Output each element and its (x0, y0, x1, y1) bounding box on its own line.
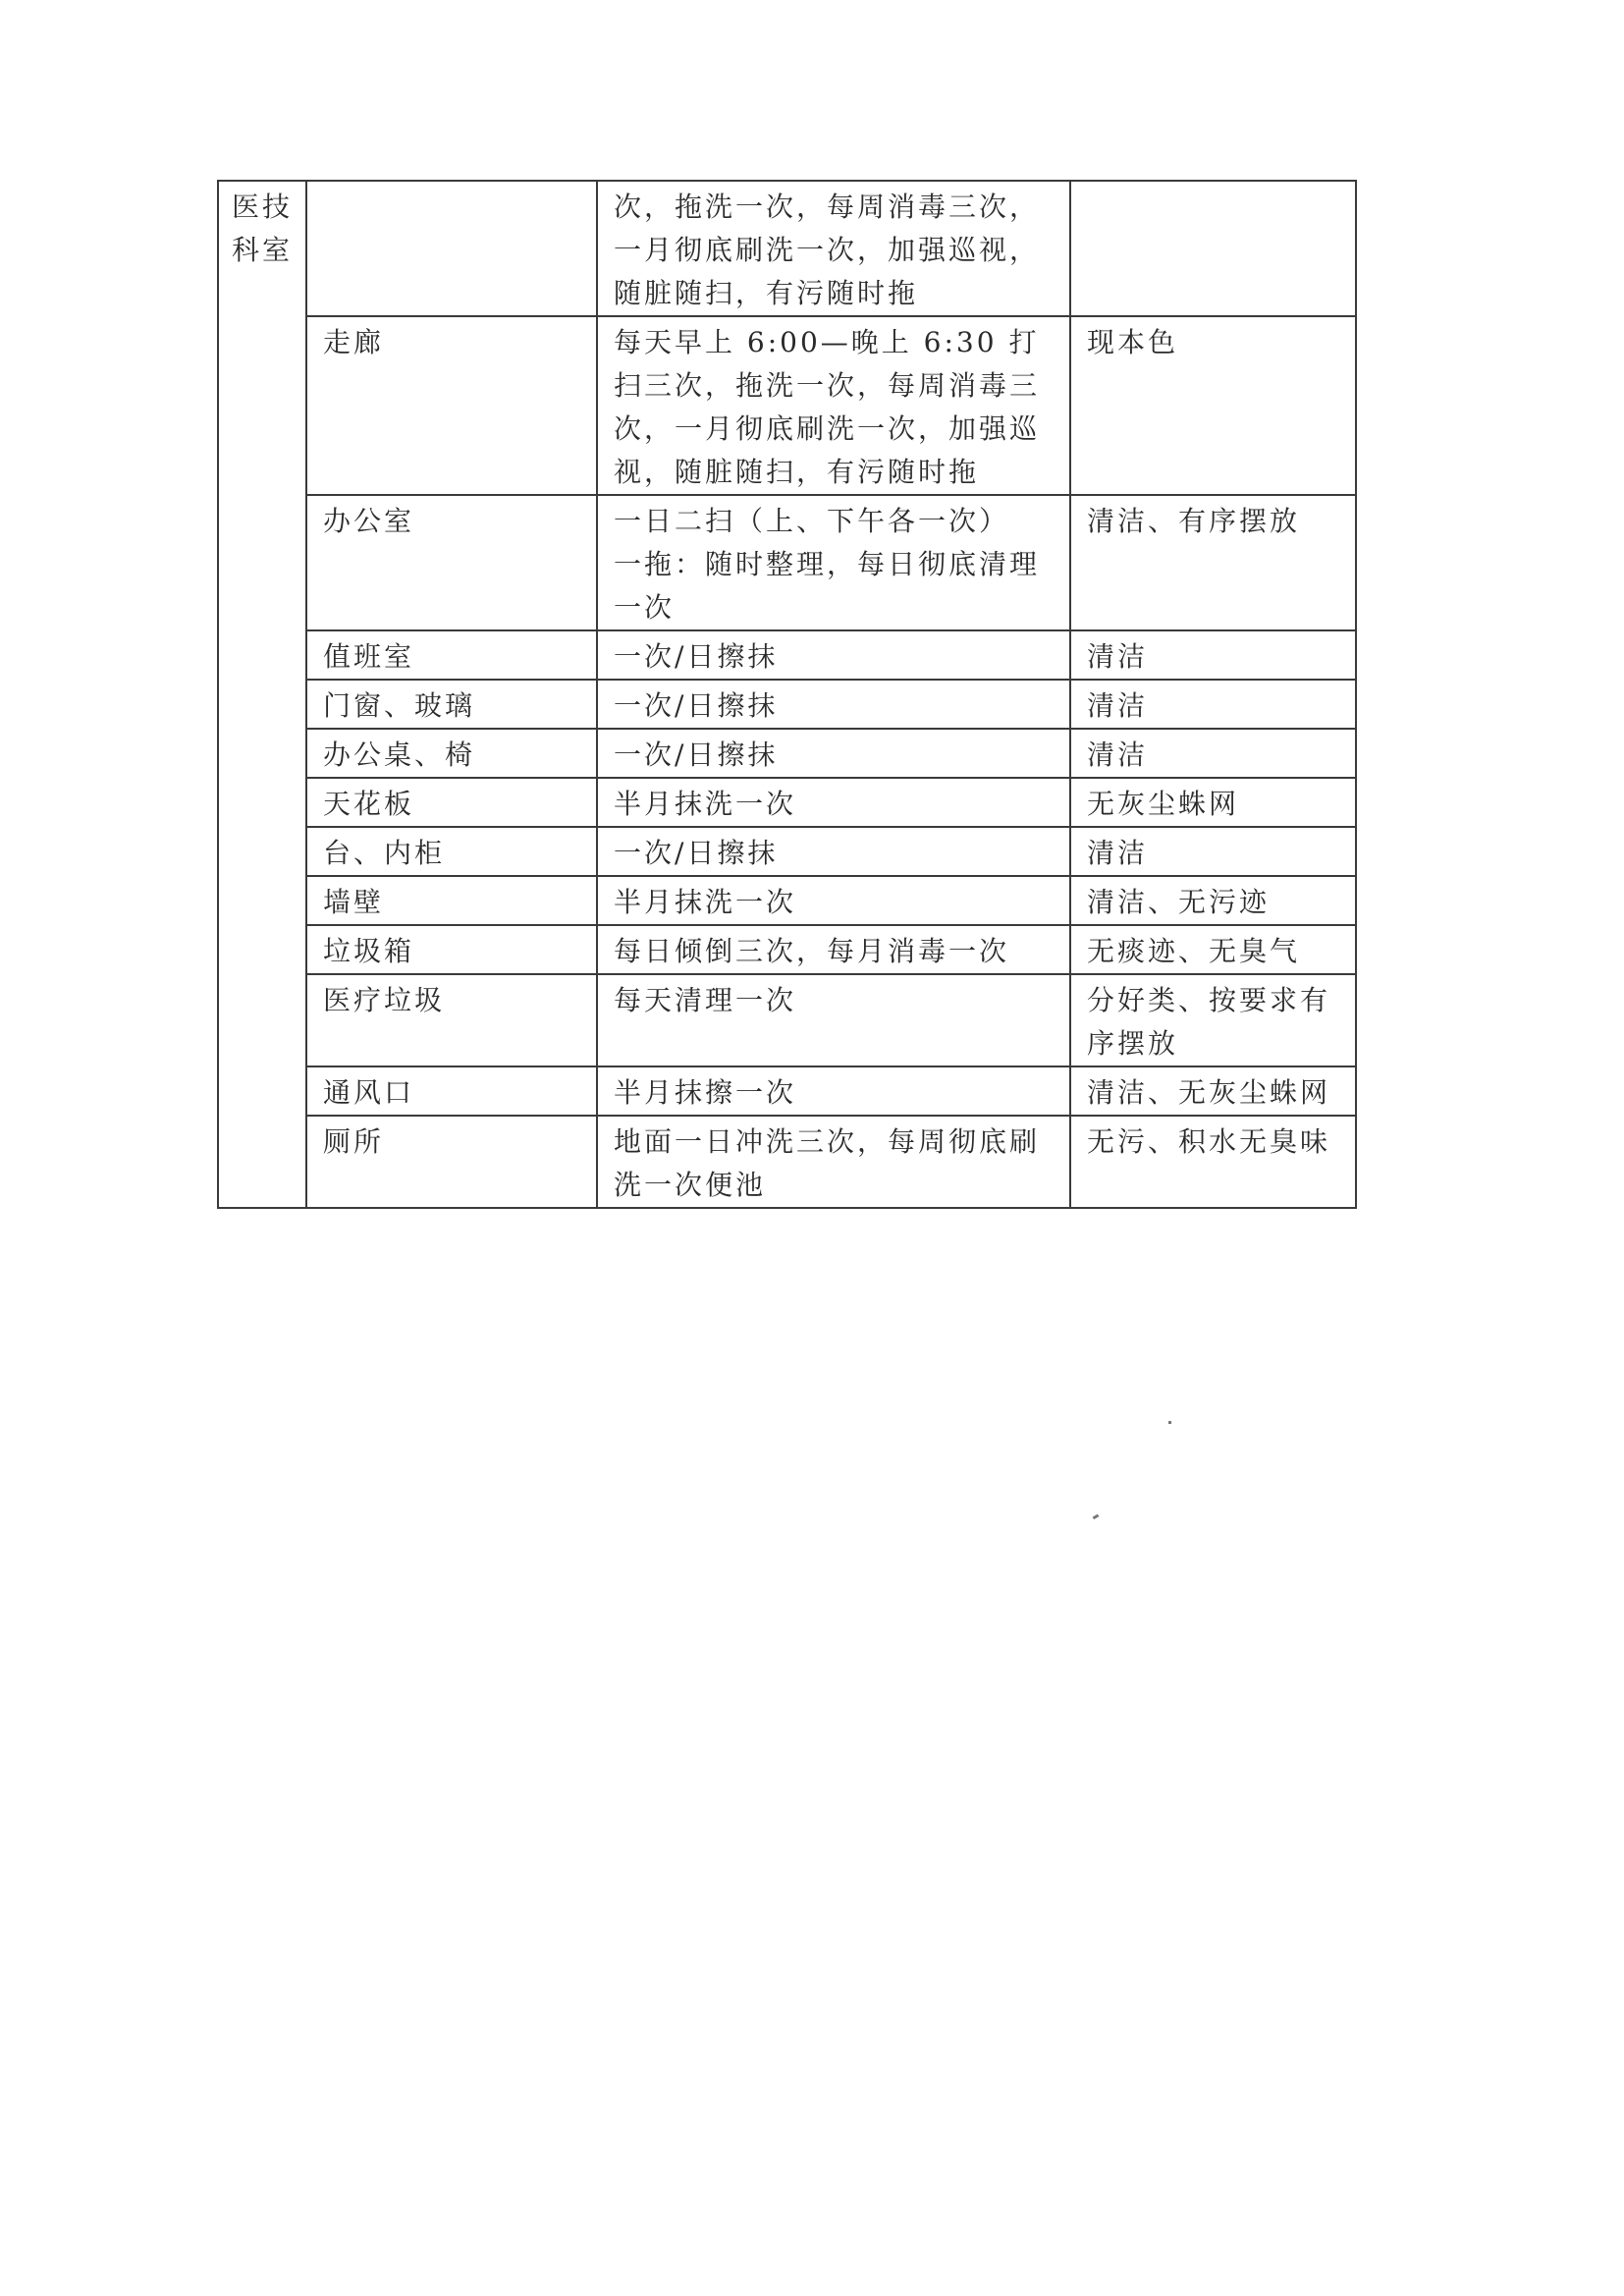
frequency-cell: 半月抹洗一次 (597, 876, 1070, 925)
standard-cell: 无痰迹、无臭气 (1070, 925, 1356, 974)
table-row (218, 778, 1356, 827)
table-row (218, 181, 1356, 316)
frequency-cell: 一次/日擦抹 (597, 680, 1070, 729)
standard-cell: 清洁 (1070, 630, 1356, 680)
frequency-cell: 每天清理一次 (597, 974, 1070, 1066)
table-row (218, 876, 1356, 925)
frequency-cell: 半月抹洗一次 (597, 778, 1070, 827)
table-row (218, 316, 1356, 495)
department-cell: 医技 科室 (218, 181, 306, 1208)
table-row (218, 495, 1356, 630)
table-row (218, 974, 1356, 1066)
frequency-cell: 一次/日擦抹 (597, 630, 1070, 680)
frequency-cell: 次，拖洗一次，每周消毒三次，一月彻底刷洗一次，加强巡视，随脏随扫，有污随时拖 (597, 181, 1070, 316)
area-cell: 办公室 (306, 495, 597, 630)
table-row (218, 680, 1356, 729)
cleaning-schedule-table (217, 180, 1357, 1209)
table-row (218, 1116, 1356, 1208)
standard-cell (1070, 181, 1356, 316)
frequency-cell: 一次/日擦抹 (597, 729, 1070, 778)
frequency-cell: 每天早上 6:00—晚上 6:30 打扫三次，拖洗一次，每周消毒三次，一月彻底刷洗一次，加强巡视，随脏随扫，有污随时拖 (597, 316, 1070, 495)
scan-speck (1168, 1421, 1171, 1424)
area-cell: 垃圾箱 (306, 925, 597, 974)
area-cell (306, 181, 597, 316)
table-row (218, 925, 1356, 974)
frequency-cell: 一日二扫（上、下午各一次） 一拖：随时整理，每日彻底清理一次 (597, 495, 1070, 630)
standard-cell: 清洁 (1070, 827, 1356, 876)
table-row (218, 729, 1356, 778)
area-cell: 墙壁 (306, 876, 597, 925)
table-row (218, 827, 1356, 876)
table-row (218, 1066, 1356, 1116)
standard-cell: 清洁 (1070, 729, 1356, 778)
scan-speck (1093, 1514, 1100, 1520)
standard-cell: 现本色 (1070, 316, 1356, 495)
standard-cell: 清洁、无灰尘蛛网 (1070, 1066, 1356, 1116)
area-cell: 走廊 (306, 316, 597, 495)
area-cell: 医疗垃圾 (306, 974, 597, 1066)
area-cell: 通风口 (306, 1066, 597, 1116)
standard-cell: 清洁、有序摆放 (1070, 495, 1356, 630)
standard-cell: 清洁 (1070, 680, 1356, 729)
area-cell: 值班室 (306, 630, 597, 680)
frequency-cell: 每日倾倒三次，每月消毒一次 (597, 925, 1070, 974)
frequency-cell: 一次/日擦抹 (597, 827, 1070, 876)
frequency-cell: 半月抹擦一次 (597, 1066, 1070, 1116)
standard-cell: 无灰尘蛛网 (1070, 778, 1356, 827)
standard-cell: 分好类、按要求有序摆放 (1070, 974, 1356, 1066)
standard-cell: 清洁、无污迹 (1070, 876, 1356, 925)
standard-cell: 无污、积水无臭味 (1070, 1116, 1356, 1208)
area-cell: 台、内柜 (306, 827, 597, 876)
area-cell: 天花板 (306, 778, 597, 827)
area-cell: 厕所 (306, 1116, 597, 1208)
frequency-cell: 地面一日冲洗三次，每周彻底刷洗一次便池 (597, 1116, 1070, 1208)
area-cell: 办公桌、椅 (306, 729, 597, 778)
table-row (218, 630, 1356, 680)
area-cell: 门窗、玻璃 (306, 680, 597, 729)
